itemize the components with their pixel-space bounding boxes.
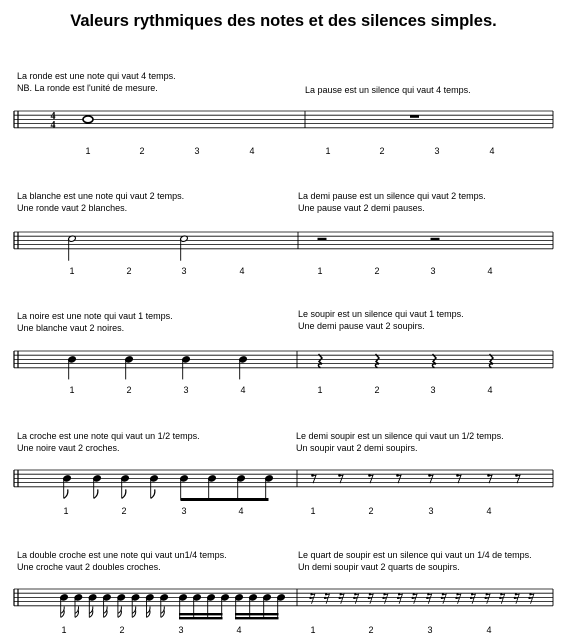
eighth-rest-line-1: Le demi soupir est un silence qui vaut un 1/2 temps. — [296, 431, 504, 441]
whole-rest-line-1: La pause est un silence qui vaut 4 temps. — [305, 85, 471, 95]
sixteenth-note-beat-label: 4 — [236, 625, 242, 635]
sixteenth-rest-stroke — [485, 594, 490, 604]
quarter-rest-line-2: Une demi pause vaut 2 soupirs. — [298, 321, 425, 331]
quarter-rest-beat-label: 4 — [487, 385, 493, 395]
quarter-rest — [375, 354, 379, 368]
sixteenth-rest-stroke — [456, 594, 461, 604]
half-rest-beat-label: 4 — [487, 266, 493, 276]
eighth-rest-beat-label: 1 — [310, 506, 316, 516]
sixteenth-rest-stroke — [368, 594, 373, 604]
half-rest-line-1: La demi pause est un silence qui vaut 2 temps. — [298, 191, 486, 201]
half-note-beat-label: 3 — [181, 266, 187, 276]
sixteenth-rest-stroke — [324, 594, 329, 604]
quarter-rest-beat-label: 1 — [317, 385, 323, 395]
sixteenth-rest-beat-label: 2 — [368, 625, 374, 635]
whole-note-line-1: La ronde est une note qui vaut 4 temps. — [17, 71, 176, 81]
sixteenth-rest-stroke — [441, 594, 446, 604]
page-title: Valeurs rythmiques des notes et des silences simples. — [70, 12, 497, 30]
note-beam — [179, 617, 223, 619]
whole-note-beat-label: 3 — [194, 146, 200, 156]
half-note-beat-label: 1 — [69, 266, 75, 276]
note-flag — [122, 489, 126, 498]
eighth-note-beat-label: 4 — [238, 506, 244, 516]
sixteenth-rest-stroke — [499, 594, 504, 604]
eighth-note-line-1: La croche est une note qui vaut un 1/2 temps. — [17, 431, 200, 441]
quarter-note-beat-label: 2 — [126, 385, 132, 395]
sixteenth-note-beat-label: 1 — [61, 625, 67, 635]
half-note-line-1: La blanche est une note qui vaut 2 temps. — [17, 191, 185, 201]
half-rest — [318, 238, 327, 241]
whole-rest-beat-label: 2 — [379, 146, 385, 156]
sixteenth-rest-beat-label: 1 — [310, 625, 316, 635]
sixteenth-rest-stroke — [397, 594, 402, 604]
time-signature-bottom: 4 — [50, 120, 56, 131]
eighth-rest-beat-label: 3 — [428, 506, 434, 516]
quarter-note-beat-label: 4 — [240, 385, 246, 395]
eighth-rest-stroke — [397, 475, 402, 483]
quarter-note-line-2: Une blanche vaut 2 noires. — [17, 323, 125, 333]
half-rest-beat-label: 2 — [374, 266, 380, 276]
sixteenth-rest-beat-label: 3 — [427, 625, 433, 635]
sixteenth-rest-stroke — [353, 594, 358, 604]
quarter-rest — [489, 354, 493, 368]
note-beam — [181, 498, 269, 501]
note-flag — [94, 489, 98, 498]
half-note-line-2: Une ronde vaut 2 blanches. — [17, 203, 128, 213]
whole-note — [83, 116, 93, 123]
sixteenth-rest-stroke — [339, 594, 344, 604]
half-rest-line-2: Une pause vaut 2 demi pauses. — [298, 203, 425, 213]
eighth-note-beat-label: 3 — [181, 506, 187, 516]
note-beam — [235, 617, 279, 619]
eighth-note-beat-label: 1 — [63, 506, 69, 516]
eighth-rest-stroke — [312, 475, 317, 483]
sixteenth-rest-stroke — [383, 594, 388, 604]
eighth-rest-beat-label: 4 — [486, 506, 492, 516]
sixteenth-rest-stroke — [470, 594, 475, 604]
half-rest-beat-label: 3 — [430, 266, 436, 276]
sixteenth-rest-stroke — [514, 594, 519, 604]
eighth-rest-stroke — [516, 475, 521, 483]
quarter-note-beat-label: 1 — [69, 385, 75, 395]
sixteenth-note-beat-label: 2 — [119, 625, 125, 635]
quarter-rest-line-1: Le soupir est un silence qui vaut 1 temps. — [298, 309, 464, 319]
sixteenth-rest-stroke — [412, 594, 417, 604]
quarter-note-beat-label: 3 — [183, 385, 189, 395]
quarter-rest — [318, 354, 322, 368]
whole-note-line-2: NB. La ronde est l'unité de mesure. — [17, 83, 158, 93]
whole-rest-beat-label: 1 — [325, 146, 331, 156]
sixteenth-rest-line-1: Le quart de soupir est un silence qui vaut un 1/4 de temps. — [298, 550, 532, 560]
sixteenth-rest-stroke — [529, 594, 534, 604]
whole-rest-beat-label: 3 — [434, 146, 440, 156]
sixteenth-note-line-1: La double croche est une note qui vaut un1/4 temps. — [17, 550, 227, 560]
half-note-beat-label: 2 — [126, 266, 132, 276]
note-flag — [64, 489, 68, 498]
sixteenth-rest-stroke — [310, 594, 315, 604]
half-note-beat-label: 4 — [239, 266, 245, 276]
time-signature-top: 4 — [50, 111, 56, 122]
eighth-rest-stroke — [369, 475, 374, 483]
quarter-note-line-1: La noire est une note qui vaut 1 temps. — [17, 311, 173, 321]
eighth-note-line-2: Une noire vaut 2 croches. — [17, 443, 120, 453]
whole-note-beat-label: 4 — [249, 146, 255, 156]
eighth-rest-stroke — [339, 475, 344, 483]
half-rest-beat-label: 1 — [317, 266, 323, 276]
quarter-rest-beat-label: 3 — [430, 385, 436, 395]
quarter-rest-beat-label: 2 — [374, 385, 380, 395]
eighth-rest-stroke — [457, 475, 462, 483]
sixteenth-rest-stroke — [426, 594, 431, 604]
eighth-note-beat-label: 2 — [121, 506, 127, 516]
eighth-rest-line-2: Un soupir vaut 2 demi soupirs. — [296, 443, 418, 453]
whole-note-beat-label: 1 — [85, 146, 91, 156]
whole-note-beat-label: 2 — [139, 146, 145, 156]
sixteenth-note-beat-label: 3 — [178, 625, 184, 635]
eighth-rest-stroke — [488, 475, 493, 483]
eighth-rest-stroke — [429, 475, 434, 483]
quarter-rest — [432, 354, 436, 368]
note-beam — [179, 613, 223, 615]
note-beam — [235, 613, 279, 615]
half-rest — [431, 238, 440, 241]
note-flag — [151, 489, 155, 498]
sixteenth-rest-line-2: Un demi soupir vaut 2 quarts de soupirs. — [298, 562, 460, 572]
eighth-rest-beat-label: 2 — [368, 506, 374, 516]
whole-rest-beat-label: 4 — [489, 146, 495, 156]
whole-rest — [410, 115, 419, 118]
sixteenth-rest-beat-label: 4 — [486, 625, 492, 635]
sixteenth-note-line-2: Une croche vaut 2 doubles croches. — [17, 562, 161, 572]
